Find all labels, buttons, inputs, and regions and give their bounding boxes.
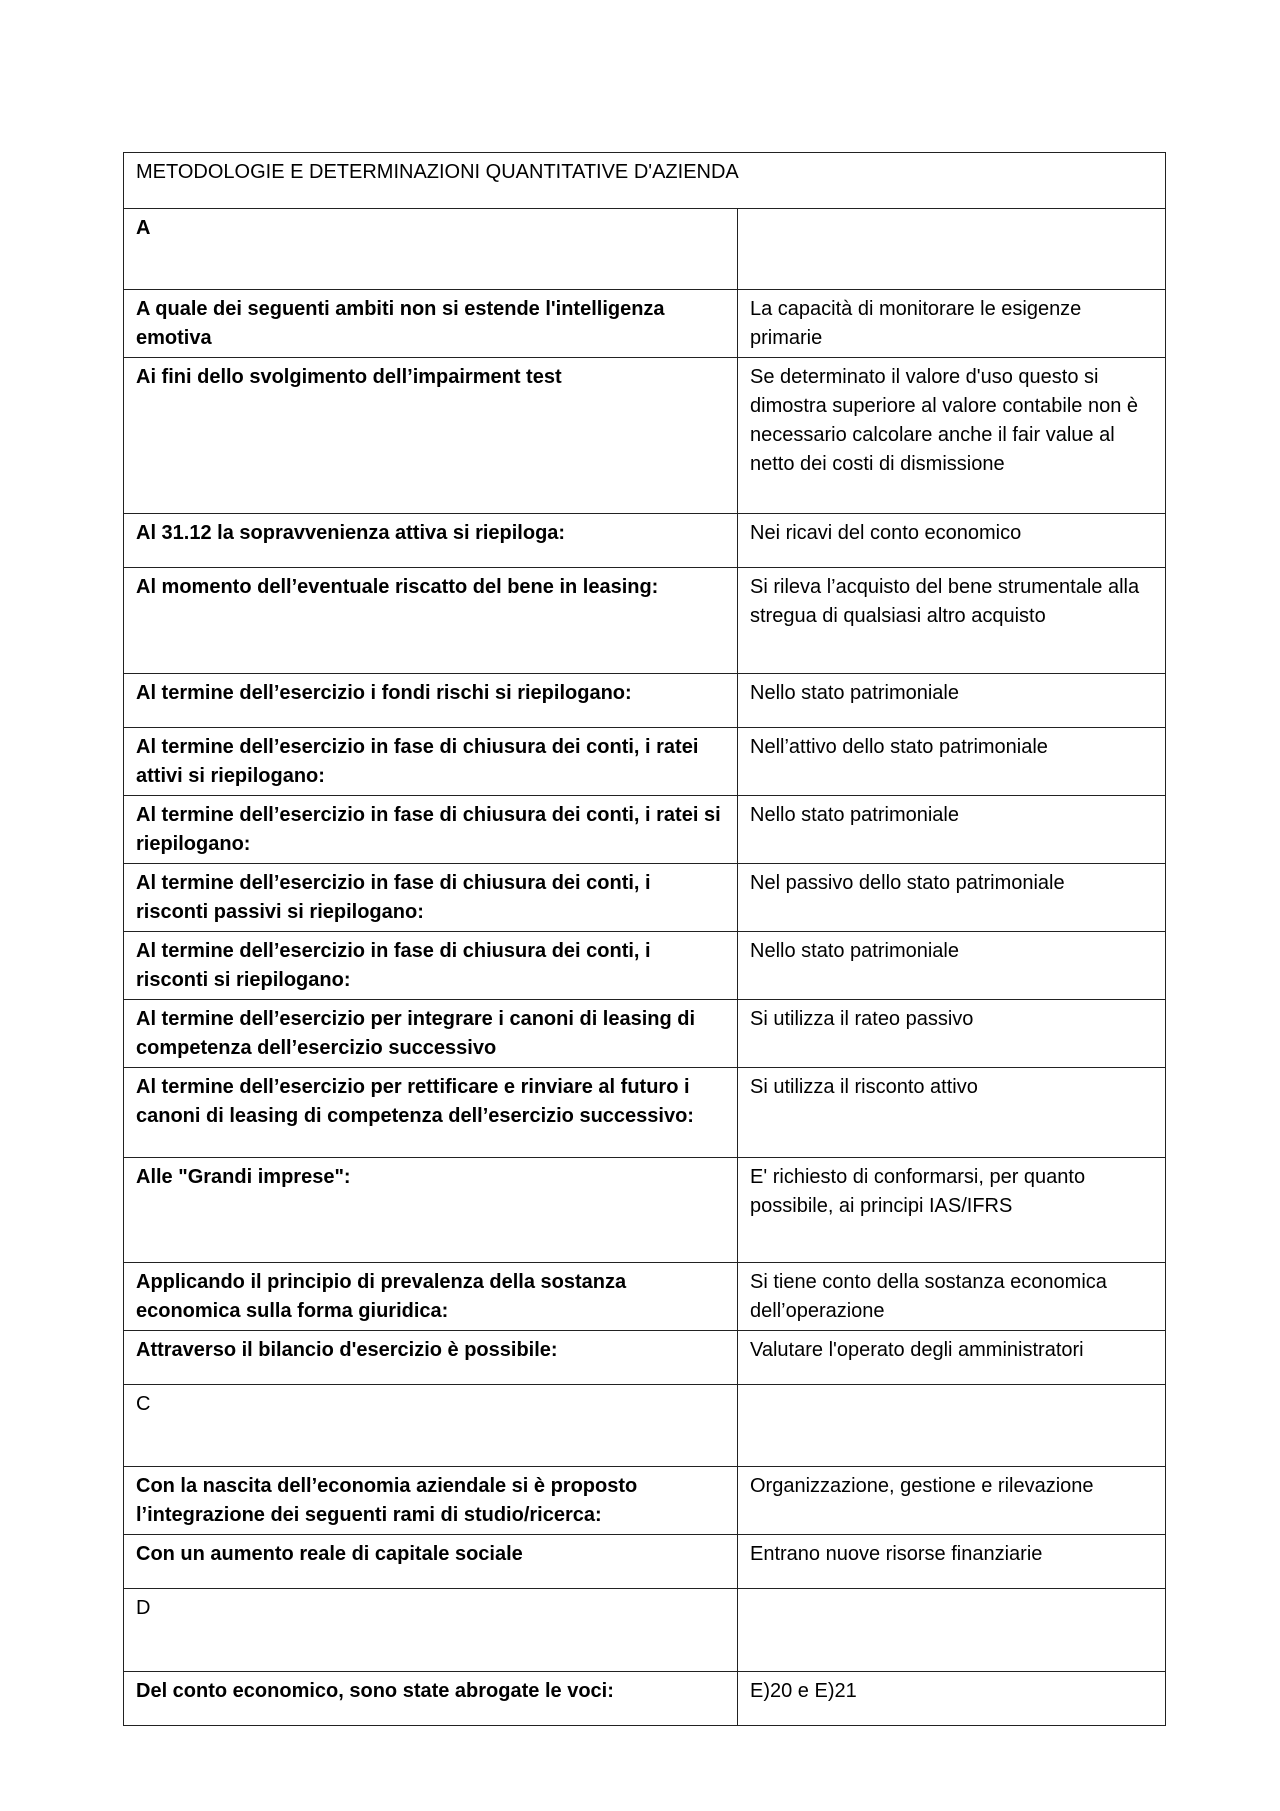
question-cell: Attraverso il bilancio d'esercizio è possibile: <box>124 1331 738 1385</box>
question-cell: A quale dei seguenti ambiti non si estende l'intelligenza emotiva <box>124 290 738 358</box>
table-row <box>124 796 1166 864</box>
answer-cell: Si utilizza il rateo passivo <box>738 1000 1166 1068</box>
table-row <box>124 514 1166 568</box>
section-empty-cell <box>738 209 1166 290</box>
question-cell: Al termine dell’esercizio in fase di chiusura dei conti, i ratei attivi si riepilogano: <box>124 728 738 796</box>
table-row <box>124 728 1166 796</box>
section-letter: C <box>124 1385 738 1467</box>
document-title: METODOLOGIE E DETERMINAZIONI QUANTITATIVE D'AZIENDA <box>124 153 1166 209</box>
table-row <box>124 1331 1166 1385</box>
answer-cell: Nello stato patrimoniale <box>738 932 1166 1000</box>
section-header-row <box>124 1589 1166 1672</box>
answer-cell: Si tiene conto della sostanza economica dell’operazione <box>738 1263 1166 1331</box>
section-letter: D <box>124 1589 738 1672</box>
answer-cell: Nell’attivo dello stato patrimoniale <box>738 728 1166 796</box>
question-cell: Con un aumento reale di capitale sociale <box>124 1535 738 1589</box>
section-letter: A <box>124 209 738 290</box>
table-row <box>124 674 1166 728</box>
section-header-row <box>124 209 1166 290</box>
question-cell: Al 31.12 la sopravvenienza attiva si riepiloga: <box>124 514 738 568</box>
question-cell: Al termine dell’esercizio i fondi rischi si riepilogano: <box>124 674 738 728</box>
table-row <box>124 1158 1166 1263</box>
table-row <box>124 1263 1166 1331</box>
question-cell: Al termine dell’esercizio in fase di chiusura dei conti, i ratei si riepilogano: <box>124 796 738 864</box>
question-cell: Al termine dell’esercizio in fase di chiusura dei conti, i risconti passivi si riepilogano: <box>124 864 738 932</box>
qa-table <box>123 152 1166 1726</box>
title-row <box>124 153 1166 209</box>
table-row <box>124 1535 1166 1589</box>
section-empty-cell <box>738 1589 1166 1672</box>
table-row <box>124 1672 1166 1726</box>
answer-cell: Si utilizza il risconto attivo <box>738 1068 1166 1158</box>
question-cell: Al momento dell’eventuale riscatto del bene in leasing: <box>124 568 738 674</box>
answer-cell: Valutare l'operato degli amministratori <box>738 1331 1166 1385</box>
answer-cell: Nei ricavi del conto economico <box>738 514 1166 568</box>
question-cell: Alle "Grandi imprese": <box>124 1158 738 1263</box>
question-cell: Del conto economico, sono state abrogate le voci: <box>124 1672 738 1726</box>
question-cell: Applicando il principio di prevalenza della sostanza economica sulla forma giuridica: <box>124 1263 738 1331</box>
answer-cell: Si rileva l’acquisto del bene strumentale alla stregua di qualsiasi altro acquisto <box>738 568 1166 674</box>
question-cell: Ai fini dello svolgimento dell’impairment test <box>124 358 738 514</box>
answer-cell: Se determinato il valore d'uso questo si dimostra superiore al valore contabile non è necessario calcolare anche il fair value al netto dei costi di dismissione <box>738 358 1166 514</box>
question-cell: Al termine dell’esercizio per integrare i canoni di leasing di competenza dell’esercizio successivo <box>124 1000 738 1068</box>
section-header-row <box>124 1385 1166 1467</box>
answer-cell: Organizzazione, gestione e rilevazione <box>738 1467 1166 1535</box>
answer-cell: Nel passivo dello stato patrimoniale <box>738 864 1166 932</box>
answer-cell: La capacità di monitorare le esigenze primarie <box>738 290 1166 358</box>
table-row <box>124 1068 1166 1158</box>
table-row <box>124 1000 1166 1068</box>
question-cell: Con la nascita dell’economia aziendale si è proposto l’integrazione dei seguenti rami di studio/ricerca: <box>124 1467 738 1535</box>
table-row <box>124 568 1166 674</box>
table-row <box>124 290 1166 358</box>
table-row <box>124 358 1166 514</box>
table-row <box>124 864 1166 932</box>
section-empty-cell <box>738 1385 1166 1467</box>
answer-cell: E' richiesto di conformarsi, per quanto possibile, ai principi IAS/IFRS <box>738 1158 1166 1263</box>
question-cell: Al termine dell’esercizio in fase di chiusura dei conti, i risconti si riepilogano: <box>124 932 738 1000</box>
answer-cell: Entrano nuove risorse finanziarie <box>738 1535 1166 1589</box>
table-row <box>124 1467 1166 1535</box>
question-cell: Al termine dell’esercizio per rettificare e rinviare al futuro i canoni di leasing di competenza dell’esercizio successivo: <box>124 1068 738 1158</box>
answer-cell: Nello stato patrimoniale <box>738 796 1166 864</box>
answer-cell: Nello stato patrimoniale <box>738 674 1166 728</box>
answer-cell: E)20 e E)21 <box>738 1672 1166 1726</box>
table-row <box>124 932 1166 1000</box>
